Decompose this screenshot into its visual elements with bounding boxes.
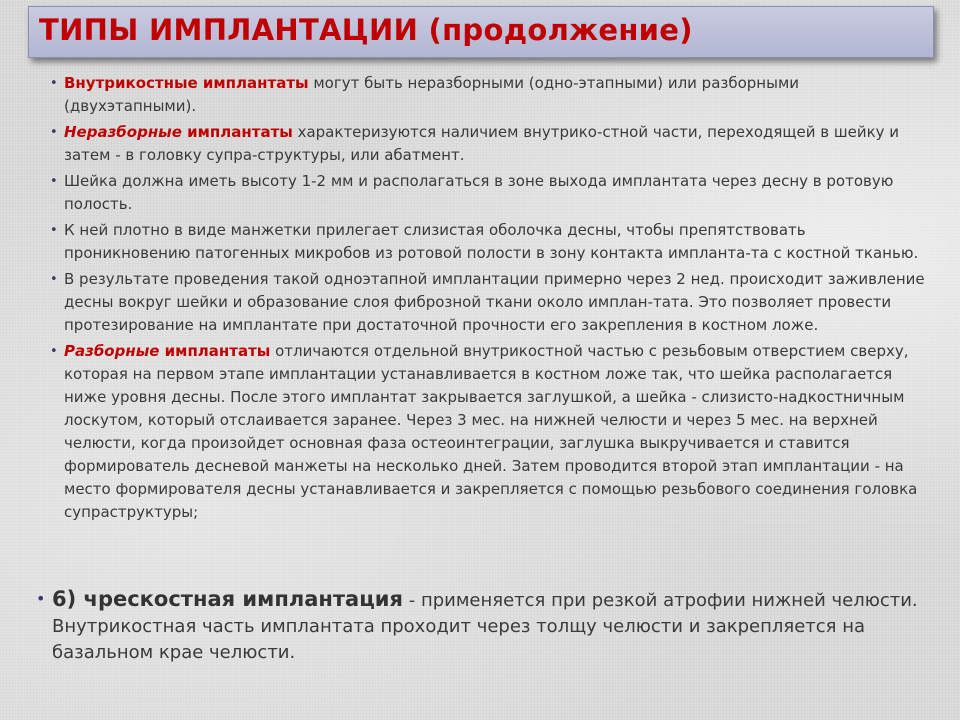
transosseous-item <box>38 586 918 666</box>
term-non-separable: Неразборные <box>64 123 182 141</box>
title-bar <box>28 6 934 58</box>
list-item-mucosa <box>50 219 930 265</box>
bullet-icon: • <box>50 223 58 238</box>
bullet-icon: • <box>36 589 46 608</box>
list-item-neck-height <box>50 170 930 216</box>
transosseous-body <box>38 586 918 666</box>
bullet-icon: • <box>50 344 58 359</box>
bullet-list <box>50 72 930 524</box>
term-implants: имплантаты <box>159 342 271 360</box>
item-text: отличаются отдельной внутрикостной частью с резьбовым отверстием сверху, которая на первом этапе имплантации устанавливается в костном ложе так, что шейка располагается ниже уровня десны. После этого имплантат закрывается заглушкой, а шейка - слизисто-надкостничным лоскутом, который отслаивается заранее. Через 3 мес. на нижней челюсти и через 5 мес. на верхней челюсти, когда произойдет основная фаза остеоинтеграции, заглушка выкручивается и ставится формирователь десневой манжеты на несколько дней. Затем проводится второй этап имплантации - на место формирователя десны устанавливается и закрепляется с помощью резьбового соединения головка супраструктуры; <box>64 342 918 521</box>
bullet-icon: • <box>50 174 58 189</box>
list-item-intraosseous <box>50 72 930 118</box>
item-text: К ней плотно в виде манжетки прилегает слизистая оболочка десны, чтобы препятствовать проникновению патогенных микробов из ротовой полости в зону контакта импланта-та с костной тканью. <box>64 221 919 262</box>
list-item-separable <box>50 340 930 524</box>
term-implants: имплантаты <box>181 123 293 141</box>
bullet-icon: • <box>50 125 58 140</box>
transosseous-text: - применяется при резкой атрофии нижней челюсти. Внутрикостная часть имплантата проходит через толщу челюсти и закрепляется на базальном крае челюсти. <box>52 590 918 663</box>
list-item-one-stage-result <box>50 268 930 337</box>
item-text: могут быть неразборными (одно-этапными) или разборными (двухэтапными). <box>64 74 800 115</box>
transosseous-heading: 6) чрескостная имплантация <box>52 587 403 611</box>
bullet-icon: • <box>50 76 58 91</box>
term-separable: Разборные <box>64 342 160 360</box>
slide-title: ТИПЫ ИМПЛАНТАЦИИ (продолжение) <box>39 13 693 47</box>
term-intraosseous: Внутрикостные имплантаты <box>64 74 309 92</box>
content-area <box>50 72 930 527</box>
item-text: характеризуются наличием внутрико-стной части, переходящей в шейку и затем - в головку супра-структуры, или абатмент. <box>64 123 900 164</box>
list-item-non-separable <box>50 121 930 167</box>
item-text: В результате проведения такой одноэтапной имплантации примерно через 2 нед. происходит заживление десны вокруг шейки и образование слоя фиброзной ткани около имплан-тата. Это позволяет провести протезирование на имплантате при достаточной прочности его закрепления в костном ложе. <box>64 270 925 334</box>
item-text: Шейка должна иметь высоту 1-2 мм и располагаться в зоне выхода имплантата через десну в ротовую полость. <box>64 172 894 213</box>
bullet-icon: • <box>50 272 58 287</box>
